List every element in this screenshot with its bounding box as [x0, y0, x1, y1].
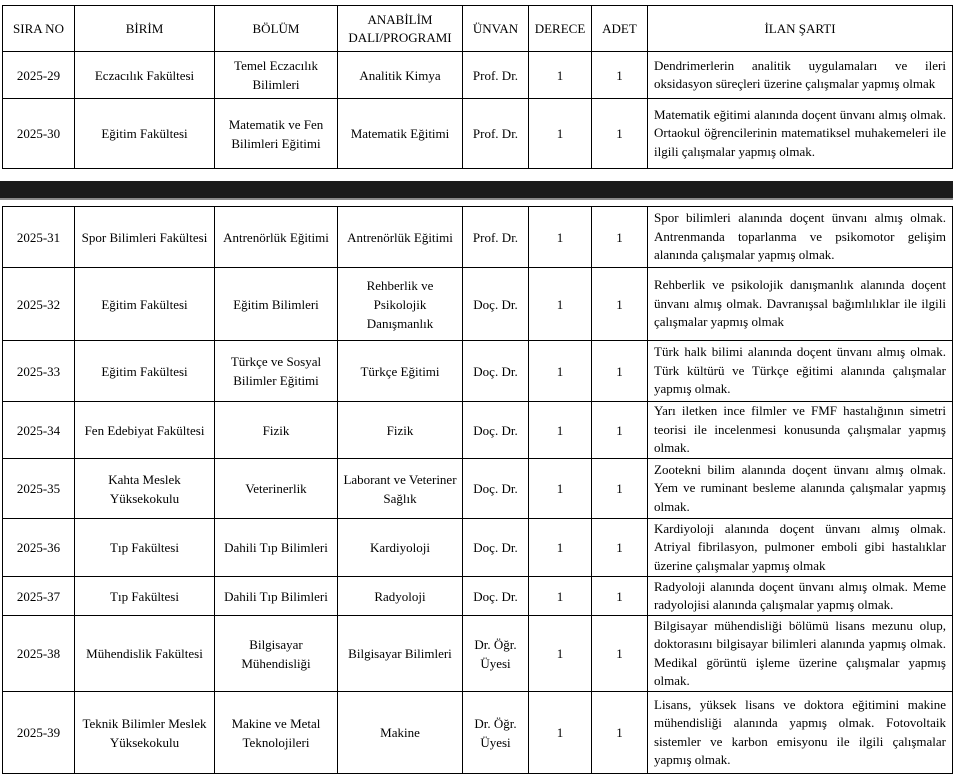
cell-adet: 1	[592, 577, 648, 616]
positions-table-top	[2, 5, 953, 169]
header-unvan: ÜNVAN	[463, 6, 529, 52]
cell-ilan-sarti: Zootekni bilim alanında doçent ünvanı almış olmak. Yem ve ruminant besleme alanında çalışmalar yapmış olmak.	[648, 459, 953, 519]
cell-unvan: Doç. Dr.	[463, 519, 529, 577]
header-sira-no: SIRA NO	[3, 6, 75, 52]
cell-unvan: Dr. Öğr. Üyesi	[463, 692, 529, 774]
cell-anabilim: Radyoloji	[338, 577, 463, 616]
cell-birim: Eğitim Fakültesi	[75, 99, 215, 169]
cell-unvan: Prof. Dr.	[463, 99, 529, 169]
header-bolum: BÖLÜM	[215, 6, 338, 52]
cell-sira-no: 2025-34	[3, 402, 75, 459]
table-row	[3, 577, 953, 616]
cell-unvan: Doç. Dr.	[463, 268, 529, 341]
cell-derece: 1	[529, 692, 592, 774]
header-birim: BİRİM	[75, 6, 215, 52]
cell-anabilim: Antrenörlük Eğitimi	[338, 207, 463, 268]
cell-sira-no: 2025-30	[3, 99, 75, 169]
cell-anabilim: Makine	[338, 692, 463, 774]
cell-birim: Eczacılık Fakültesi	[75, 52, 215, 99]
cell-adet: 1	[592, 341, 648, 402]
cell-bolum: Eğitim Bilimleri	[215, 268, 338, 341]
cell-ilan-sarti: Kardiyoloji alanında doçent ünvanı almış olmak. Atriyal fibrilasyon, pulmoner emboli gibi hastalıklar üzerine çalışmalar yapmış olmak	[648, 519, 953, 577]
cell-sira-no: 2025-36	[3, 519, 75, 577]
cell-ilan-sarti: Dendrimerlerin analitik uygulamaları ve ileri oksidasyon süreçleri üzerine çalışmalar yapmış olmak	[648, 52, 953, 99]
cell-adet: 1	[592, 692, 648, 774]
cell-adet: 1	[592, 616, 648, 692]
cell-derece: 1	[529, 459, 592, 519]
cell-anabilim: Laborant ve Veteriner Sağlık	[338, 459, 463, 519]
positions-table-bottom	[2, 206, 953, 774]
cell-birim: Teknik Bilimler Meslek Yüksekokulu	[75, 692, 215, 774]
cell-birim: Kahta Meslek Yüksekokulu	[75, 459, 215, 519]
header-adet: ADET	[592, 6, 648, 52]
cell-birim: Eğitim Fakültesi	[75, 341, 215, 402]
table-row	[3, 268, 953, 341]
cell-birim: Eğitim Fakültesi	[75, 268, 215, 341]
cell-bolum: Veterinerlik	[215, 459, 338, 519]
cell-derece: 1	[529, 402, 592, 459]
table-row	[3, 692, 953, 774]
cell-bolum: Antrenörlük Eğitimi	[215, 207, 338, 268]
cell-derece: 1	[529, 577, 592, 616]
cell-derece: 1	[529, 519, 592, 577]
table-row	[3, 616, 953, 692]
cell-bolum: Makine ve Metal Teknolojileri	[215, 692, 338, 774]
page-separator-edge	[0, 198, 953, 200]
cell-ilan-sarti: Bilgisayar mühendisliği bölümü lisans mezunu olup, doktorasını bilgisayar bilimleri alanında yapmış olmak. Medikal görüntü işleme üzerine çalışmalar yapmış olmak.	[648, 616, 953, 692]
cell-birim: Mühendislik Fakültesi	[75, 616, 215, 692]
cell-ilan-sarti: Spor bilimleri alanında doçent ünvanı almış olmak. Antrenmanda toparlanma ve psikomotor gelişim alanında çalışmalar yapmış olmak.	[648, 207, 953, 268]
cell-anabilim: Analitik Kimya	[338, 52, 463, 99]
cell-anabilim: Fizik	[338, 402, 463, 459]
cell-bolum: Bilgisayar Mühendisliği	[215, 616, 338, 692]
header-anabilim: ANABİLİM DALI/PROGRAMI	[338, 6, 463, 52]
cell-anabilim: Kardiyoloji	[338, 519, 463, 577]
table-row	[3, 519, 953, 577]
cell-derece: 1	[529, 341, 592, 402]
cell-adet: 1	[592, 268, 648, 341]
cell-bolum: Türkçe ve Sosyal Bilimler Eğitimi	[215, 341, 338, 402]
table-row	[3, 99, 953, 169]
cell-bolum: Matematik ve Fen Bilimleri Eğitimi	[215, 99, 338, 169]
cell-adet: 1	[592, 52, 648, 99]
cell-adet: 1	[592, 207, 648, 268]
cell-derece: 1	[529, 268, 592, 341]
cell-sira-no: 2025-32	[3, 268, 75, 341]
cell-bolum: Fizik	[215, 402, 338, 459]
cell-bolum: Temel Eczacılık Bilimleri	[215, 52, 338, 99]
cell-unvan: Doç. Dr.	[463, 459, 529, 519]
cell-birim: Fen Edebiyat Fakültesi	[75, 402, 215, 459]
table-row	[3, 52, 953, 99]
cell-ilan-sarti: Rehberlik ve psikolojik danışmanlık alanında doçent ünvanı almış olmak. Davranışsal bağımlılıklar ile ilgili çalışmalar yapmış olmak	[648, 268, 953, 341]
cell-derece: 1	[529, 52, 592, 99]
cell-adet: 1	[592, 459, 648, 519]
cell-derece: 1	[529, 616, 592, 692]
cell-unvan: Doç. Dr.	[463, 341, 529, 402]
cell-sira-no: 2025-35	[3, 459, 75, 519]
cell-unvan: Dr. Öğr. Üyesi	[463, 616, 529, 692]
cell-sira-no: 2025-33	[3, 341, 75, 402]
cell-ilan-sarti: Lisans, yüksek lisans ve doktora eğitimini makine mühendisliği alanında yapmış olmak. Fotovoltaik sistemler ve karbon emisyonu ile ilgili çalışmalar yapmış olmak.	[648, 692, 953, 774]
cell-derece: 1	[529, 207, 592, 268]
cell-adet: 1	[592, 402, 648, 459]
cell-unvan: Prof. Dr.	[463, 207, 529, 268]
table-row	[3, 341, 953, 402]
cell-derece: 1	[529, 99, 592, 169]
cell-sira-no: 2025-31	[3, 207, 75, 268]
table-row	[3, 459, 953, 519]
cell-ilan-sarti: Radyoloji alanında doçent ünvanı almış olmak. Meme radyolojisi alanında çalışmalar yapmış olmak.	[648, 577, 953, 616]
cell-ilan-sarti: Yarı iletken ince filmler ve FMF hastalığının simetri teorisi ile incelenmesi konusunda çalışmalar yapmış olmak.	[648, 402, 953, 459]
table-row	[3, 402, 953, 459]
cell-sira-no: 2025-37	[3, 577, 75, 616]
cell-unvan: Doç. Dr.	[463, 402, 529, 459]
cell-adet: 1	[592, 99, 648, 169]
cell-unvan: Prof. Dr.	[463, 52, 529, 99]
cell-bolum: Dahili Tıp Bilimleri	[215, 577, 338, 616]
cell-sira-no: 2025-38	[3, 616, 75, 692]
cell-birim: Spor Bilimleri Fakültesi	[75, 207, 215, 268]
cell-sira-no: 2025-39	[3, 692, 75, 774]
cell-anabilim: Matematik Eğitimi	[338, 99, 463, 169]
table-row	[3, 207, 953, 268]
header-row	[3, 6, 953, 52]
cell-ilan-sarti: Matematik eğitimi alanında doçent ünvanı almış olmak. Ortaokul öğrencilerinin matematiksel muhakemeleri ile ilgili çalışmalar yapmış olmak.	[648, 99, 953, 169]
cell-anabilim: Türkçe Eğitimi	[338, 341, 463, 402]
page-separator-band	[0, 181, 953, 198]
cropped-text-line	[0, 0, 953, 4]
cell-birim: Tıp Fakültesi	[75, 519, 215, 577]
header-ilan-sarti: İLAN ŞARTI	[648, 6, 953, 52]
cell-bolum: Dahili Tıp Bilimleri	[215, 519, 338, 577]
cell-sira-no: 2025-29	[3, 52, 75, 99]
cell-anabilim: Bilgisayar Bilimleri	[338, 616, 463, 692]
cell-birim: Tıp Fakültesi	[75, 577, 215, 616]
cell-anabilim: Rehberlik ve Psikolojik Danışmanlık	[338, 268, 463, 341]
header-derece: DERECE	[529, 6, 592, 52]
cell-ilan-sarti: Türk halk bilimi alanında doçent ünvanı almış olmak. Türk kültürü ve Türkçe eğitimi alanında çalışmalar yapmış olmak.	[648, 341, 953, 402]
cell-unvan: Doç. Dr.	[463, 577, 529, 616]
cell-adet: 1	[592, 519, 648, 577]
